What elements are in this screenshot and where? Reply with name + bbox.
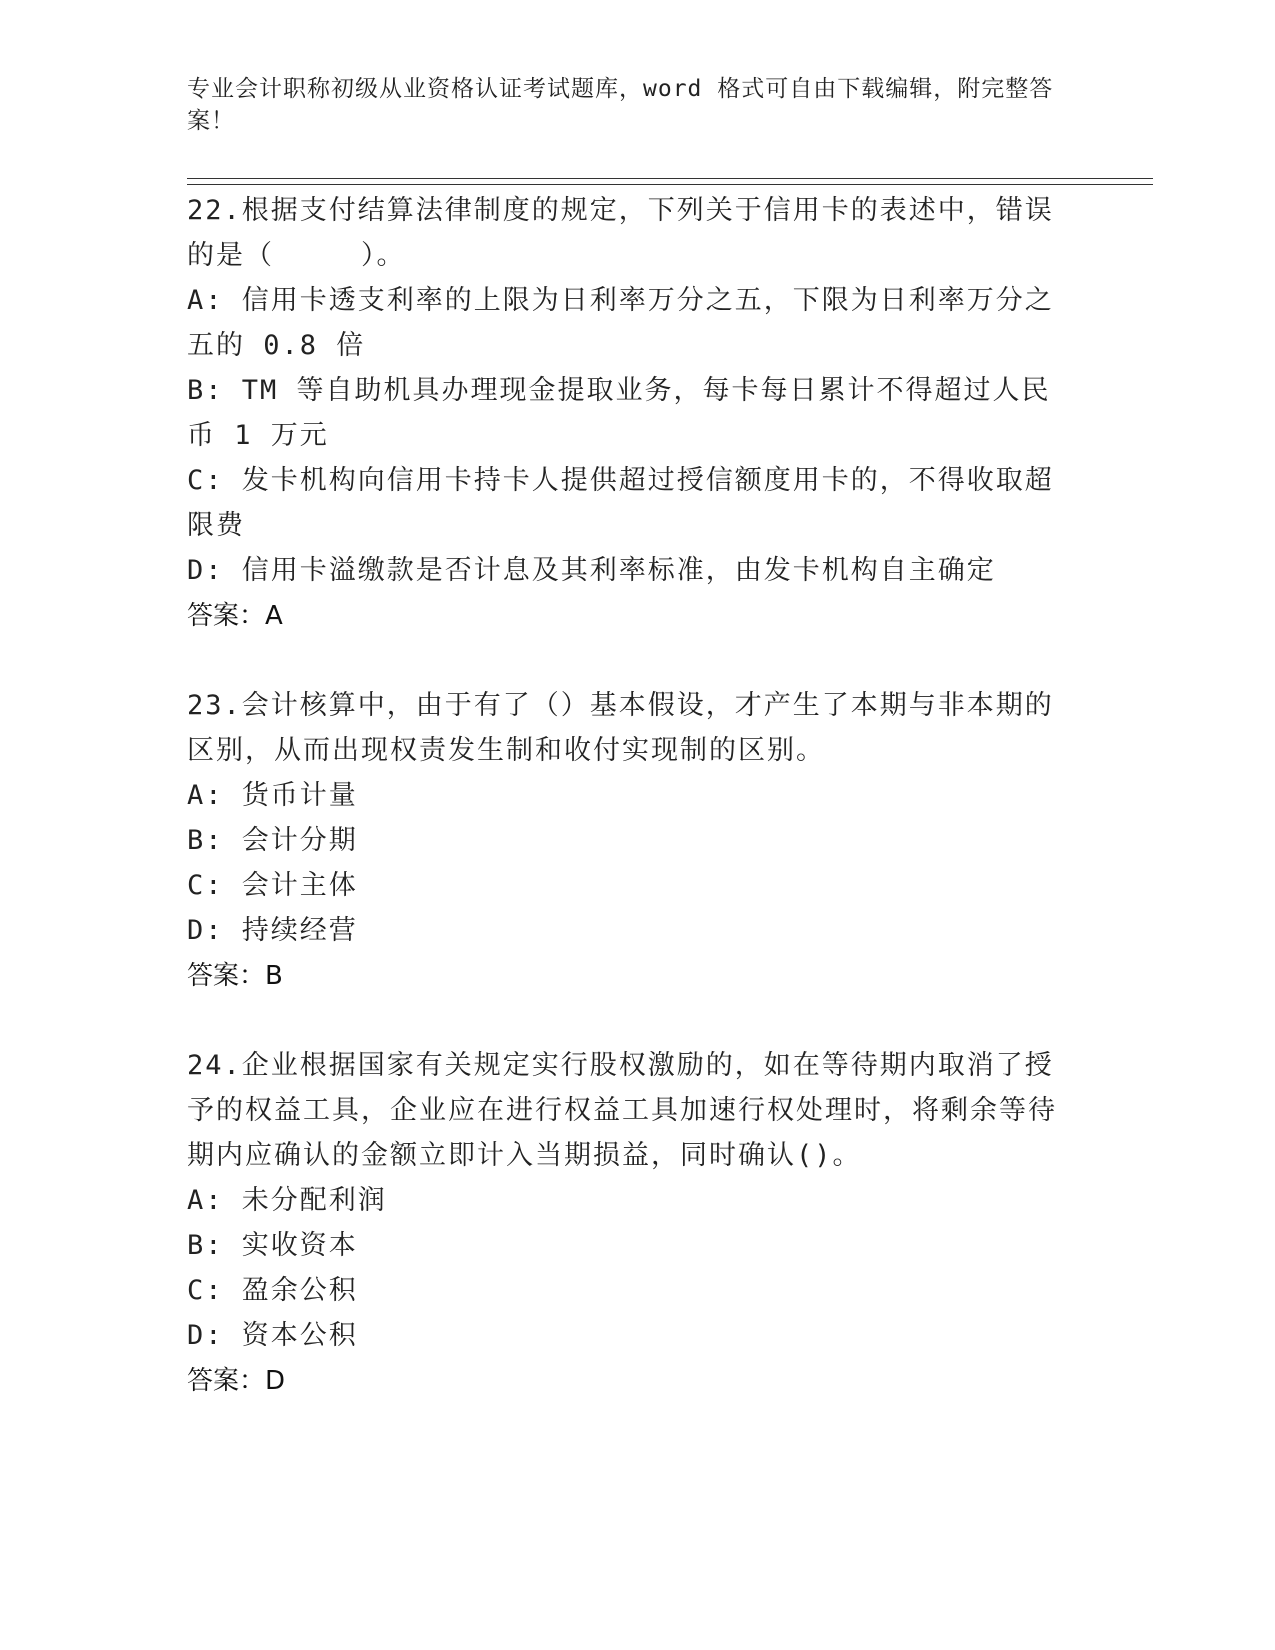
- question-number: 23 .: [187, 690, 242, 721]
- option-letter: A:: [187, 285, 224, 316]
- option-text: 货币计量: [241, 780, 358, 811]
- question-list: [187, 188, 1067, 1448]
- question-stem: [187, 188, 1067, 278]
- question-23: [187, 683, 1067, 999]
- option-text: 会计分期: [241, 825, 358, 856]
- option-letter: C:: [187, 870, 224, 901]
- option-text: 未分配利润: [241, 1185, 387, 1216]
- option-text: 持续经营: [241, 915, 358, 946]
- option-text: 实收资本: [241, 1230, 358, 1261]
- option-b: [187, 1223, 1067, 1268]
- option-letter: D:: [187, 555, 224, 586]
- answer-label: 答案 ：: [187, 1366, 265, 1396]
- option-text: 发卡机构向信用卡持卡人提供超过授信额度用卡的，不得收取超限费: [187, 465, 1054, 541]
- option-letter: D:: [187, 1320, 224, 1351]
- option-a: [187, 278, 1067, 368]
- answer-value: D: [265, 1366, 286, 1396]
- option-letter: C:: [187, 1275, 224, 1306]
- option-b: [187, 368, 1067, 458]
- option-c: [187, 458, 1067, 548]
- option-text: 会计主体: [241, 870, 358, 901]
- option-letter: B:: [187, 375, 224, 406]
- header-note: 专业会计职称初级从业资格认证考试题库，word 格式可自由下载编辑，附完整答案！: [187, 76, 1054, 134]
- option-a: [187, 773, 1067, 818]
- question-stem: [187, 1043, 1067, 1178]
- option-letter: D:: [187, 915, 224, 946]
- option-text: 盈余公积: [241, 1275, 358, 1306]
- option-b: [187, 818, 1067, 863]
- answer-line: [187, 1358, 1067, 1404]
- answer-line: [187, 593, 1067, 639]
- answer-label: 答案 ：: [187, 601, 265, 631]
- option-d: [187, 548, 1067, 593]
- option-letter: C:: [187, 465, 224, 496]
- question-number: 24 .: [187, 1050, 242, 1081]
- option-letter: A:: [187, 780, 224, 811]
- option-d: [187, 908, 1067, 953]
- question-text: 根据支付结算法律制度的规定，下列关于信用卡的表述中，错误的是（ ）。: [187, 195, 1054, 271]
- question-22: [187, 188, 1067, 639]
- option-letter: A:: [187, 1185, 224, 1216]
- answer-value: B: [265, 961, 283, 991]
- option-c: [187, 1268, 1067, 1313]
- option-text: 信用卡溢缴款是否计息及其利率标准，由发卡机构自主确定: [241, 555, 996, 586]
- option-a: [187, 1178, 1067, 1223]
- question-text: 会计核算中，由于有了（）基本假设，才产生了本期与非本期的区别，从而出现权责发生制和收付实现制的区别。: [187, 690, 1054, 766]
- option-letter: B:: [187, 825, 224, 856]
- option-d: [187, 1313, 1067, 1358]
- answer-value: A: [265, 601, 283, 631]
- question-text: 企业根据国家有关规定实行股权激励的，如在等待期内取消了授予的权益工具，企业应在进行权益工具加速行权处理时，将剩余等待期内应确认的金额立即计入当期损益，同时确认()。: [187, 1050, 1057, 1171]
- option-c: [187, 863, 1067, 908]
- header-divider-bottom: [187, 184, 1153, 185]
- option-text: 信用卡透支利率的上限为日利率万分之五，下限为日利率万分之五的 0.8 倍: [187, 285, 1054, 361]
- question-24: [187, 1043, 1067, 1404]
- header-divider-top: [187, 178, 1153, 179]
- question-number: 22 .: [187, 195, 242, 226]
- option-text: 资本公积: [241, 1320, 358, 1351]
- question-stem: [187, 683, 1067, 773]
- option-letter: B:: [187, 1230, 224, 1261]
- option-text: TM 等自助机具办理现金提取业务，每卡每日累计不得超过人民币 1 万元: [187, 375, 1051, 451]
- answer-label: 答案 ：: [187, 961, 265, 991]
- answer-line: [187, 953, 1067, 999]
